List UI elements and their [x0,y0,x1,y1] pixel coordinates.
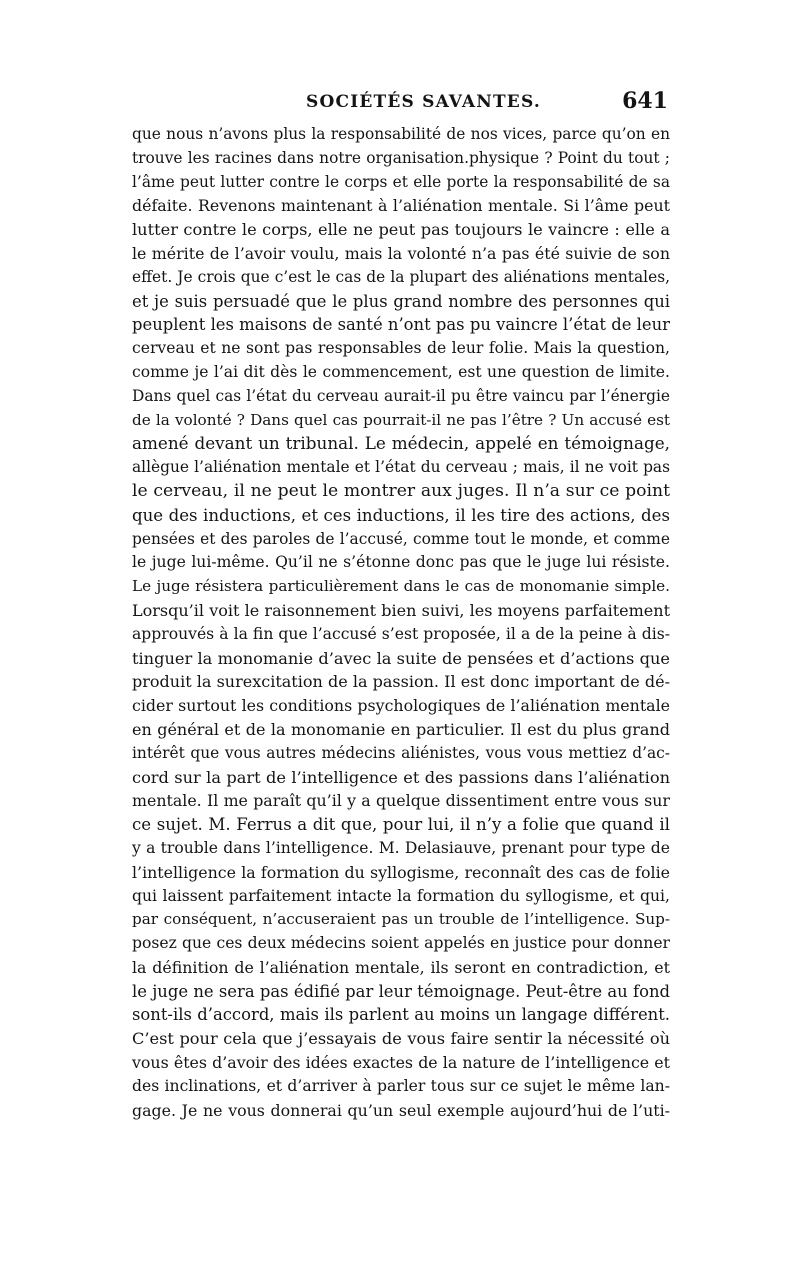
text-line: le juge ne sera pas édifié par leur témoignage. Peut-être au fond [132,981,670,1001]
text-line: tinguer la monomanie d’avec la suite de pensées et d’actions que [132,648,670,668]
text-line: sont-ils d’accord, mais ils parlent au moins un langage différent. [132,1005,670,1025]
text-line: cerveau et ne sont pas responsables de leur folie. Mais la question, [132,339,670,358]
text-line: le juge lui-même. Qu’il ne s’étonne donc pas que le juge lui résiste. [132,553,670,572]
text-line: le mérite de l’avoir voulu, mais la volonté n’a pas été suivie de son [132,243,670,263]
text-line: des inclinations, et d’arriver à parler tous sur ce sujet le même lan- [132,1076,670,1095]
text-line: en général et de la monomanie en particulier. Il est du plus grand [132,719,670,739]
text-line: C’est pour cela que j’essayais de vous faire sentir la nécessité où [132,1029,670,1049]
text-line: comme je l’ai dit dès le commencement, est une question de limite. [132,362,670,381]
text-line: mentale. Il me paraît qu’il y a quelque dissentiment entre vous sur [132,791,670,811]
text-line: Dans quel cas l’état du cerveau aurait-il pu être vaincu par l’énergie [132,386,670,405]
text-line: y a trouble dans l’intelligence. M. Delasiauve, prenant pour type de [132,838,670,857]
text-line: la définition de l’aliénation mentale, ils seront en contradiction, et [132,957,670,977]
text-line: posez que ces deux médecins soient appelés en justice pour donner [132,934,670,953]
text-line: qui laissent parfaitement intacte la formation du syllogisme, et qui, [132,886,670,905]
body-text [132,123,670,1122]
text-line: de la volonté ? Dans quel cas pourrait-il ne pas l’être ? Un accusé est [132,410,670,429]
text-line: peuplent les maisons de santé n’ont pas pu vaincre l’état de leur [132,315,670,335]
text-line: effet. Je crois que c’est le cas de la plupart des aliénations mentales, [132,267,670,286]
text-line: par conséquent, n’accuseraient pas un trouble de l’intelligence. Sup- [132,910,670,929]
page-number: 641 [622,88,668,114]
text-line: que des inductions, et ces inductions, il les tire des actions, des [132,505,670,525]
text-line: et je suis persuadé que le plus grand nombre des personnes qui [132,291,670,311]
text-line: gage. Je ne vous donnerai qu’un seul exemple aujourd’hui de l’uti- [132,1100,670,1120]
text-line: Le juge résistera particulièrement dans le cas de monomanie simple. [132,577,670,596]
text-line: pensées et des paroles de l’accusé, comme tout le monde, et comme [132,529,670,548]
text-line: approuvés à la fin que l’accusé s’est proposée, il a de la peine à dis- [132,624,670,643]
text-line: cider surtout les conditions psychologiques de l’aliénation mentale [132,696,670,716]
running-head [132,88,670,118]
text-line: le cerveau, il ne peut le montrer aux juges. Il n’a sur ce point [132,480,670,501]
text-line: allègue l’aliénation mentale et l’état du cerveau ; mais, il ne voit pas [132,458,670,477]
text-line: produit la surexcitation de la passion. Il est donc important de dé- [132,672,670,692]
text-line: l’âme peut lutter contre le corps et elle porte la responsabilité de sa [132,172,670,191]
text-line: intérêt que vous autres médecins aliénistes, vous vous mettiez d’ac- [132,743,670,762]
running-title: SOCIÉTÉS SAVANTES. [306,92,541,112]
text-line: que nous n’avons plus la responsabilité de nos vices, parce qu’on en [132,125,670,143]
text-line: vous êtes d’avoir des idées exactes de la nature de l’intelligence et [132,1053,670,1073]
text-line: cord sur la part de l’intelligence et des passions dans l’aliénation [132,767,670,787]
text-line: ce sujet. M. Ferrus a dit que, pour lui, il n’y a folie que quand il [132,815,670,835]
text-line: Lorsqu’il voit le raisonnement bien suivi, les moyens parfaitement [132,600,670,620]
text-line: amené devant un tribunal. Le médecin, appelé en témoignage, [132,433,670,454]
text-line: trouve les racines dans notre organisation.physique ? Point du tout ; [132,148,670,167]
text-line: l’intelligence la formation du syllogisme, reconnaît des cas de folie [132,862,670,882]
text-line: défaite. Revenons maintenant à l’aliénation mentale. Si l’âme peut [132,196,670,216]
text-line: lutter contre le corps, elle ne peut pas toujours le vaincre : elle a [132,220,670,240]
